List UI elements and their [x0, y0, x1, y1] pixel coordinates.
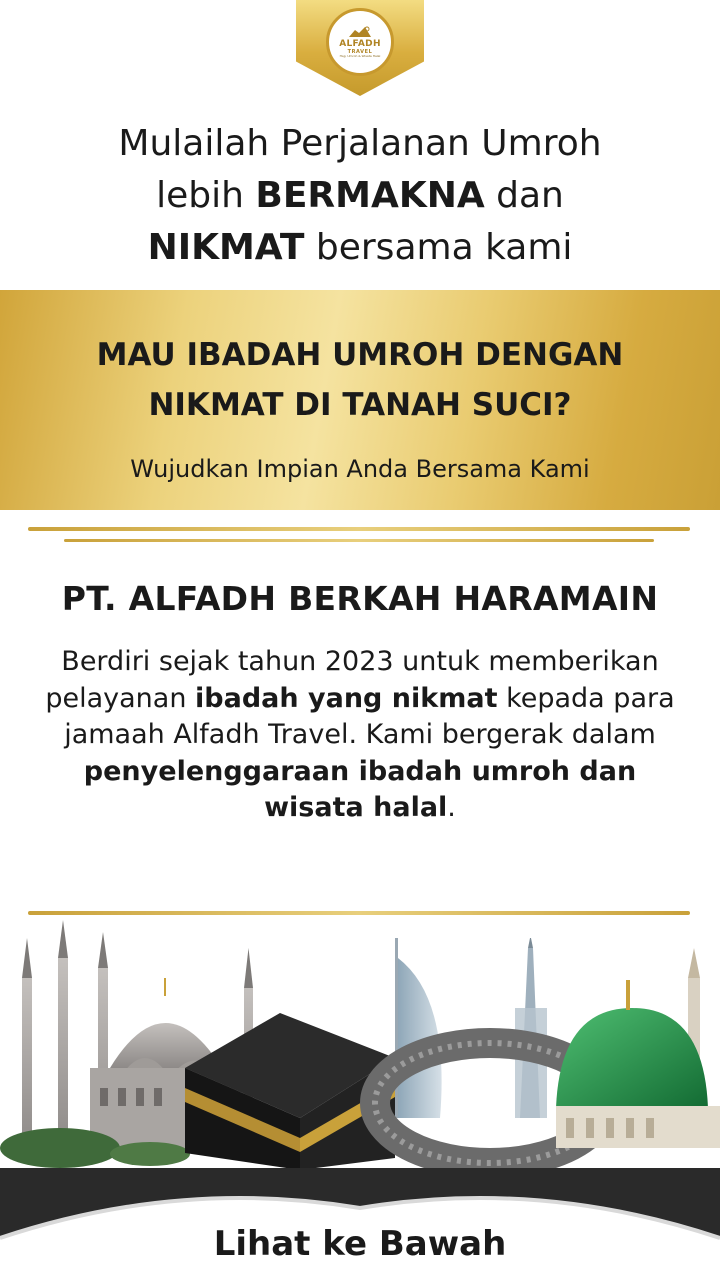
- desc-bold: penyelenggaraan ibadah umroh dan wisata halal: [83, 755, 637, 823]
- headline-text: bersama kami: [304, 227, 573, 268]
- company-name: PT. ALFADH BERKAH HARAMAIN: [61, 579, 659, 618]
- logo-tagline: Hajj, Umroh & Wisata Halal: [339, 53, 381, 58]
- skyline-towers-icon: [395, 938, 547, 1118]
- desc-text: kepada para jamaah Alfadh Travel. Kami bergerak dalam: [64, 682, 675, 750]
- crescent-mosque-icon: [345, 26, 375, 38]
- logo-name: ALFADH: [339, 38, 381, 49]
- headline-bold-bermakna: BERMAKNA: [255, 175, 485, 216]
- desc-text: .: [447, 792, 456, 823]
- landmarks-illustration: [0, 918, 720, 1170]
- headline: [0, 118, 720, 274]
- divider-line: [28, 911, 690, 915]
- headline-text: dan: [484, 175, 564, 216]
- desc-bold: ibadah yang nikmat: [195, 682, 498, 714]
- headline-line-1: Mulailah Perjalanan Umroh: [118, 123, 602, 164]
- desc-text: Berdiri sejak tahun 2023 untuk memberikan pelayanan: [45, 646, 659, 714]
- company-description: [30, 644, 690, 827]
- banner-title: [0, 330, 720, 430]
- green-dome-icon: [556, 948, 720, 1148]
- headline-line-3: [0, 222, 720, 274]
- logo-sub: TRAVEL: [347, 48, 373, 55]
- banner-title-line-2: NIKMAT DI TANAH SUCI?: [148, 387, 572, 423]
- headline-line-2: [0, 170, 720, 222]
- banner-subtitle: Wujudkan Impian Anda Bersama Kami: [130, 455, 590, 483]
- headline-bold-nikmat: NIKMAT: [147, 227, 305, 268]
- logo: [326, 8, 394, 76]
- scroll-down-cta[interactable]: Lihat ke Bawah: [213, 1224, 507, 1264]
- banner-title-line-1: MAU IBADAH UMROH DENGAN: [96, 337, 624, 373]
- divider-line: [64, 539, 654, 542]
- divider-line: [28, 527, 690, 531]
- headline-text: lebih: [156, 175, 256, 216]
